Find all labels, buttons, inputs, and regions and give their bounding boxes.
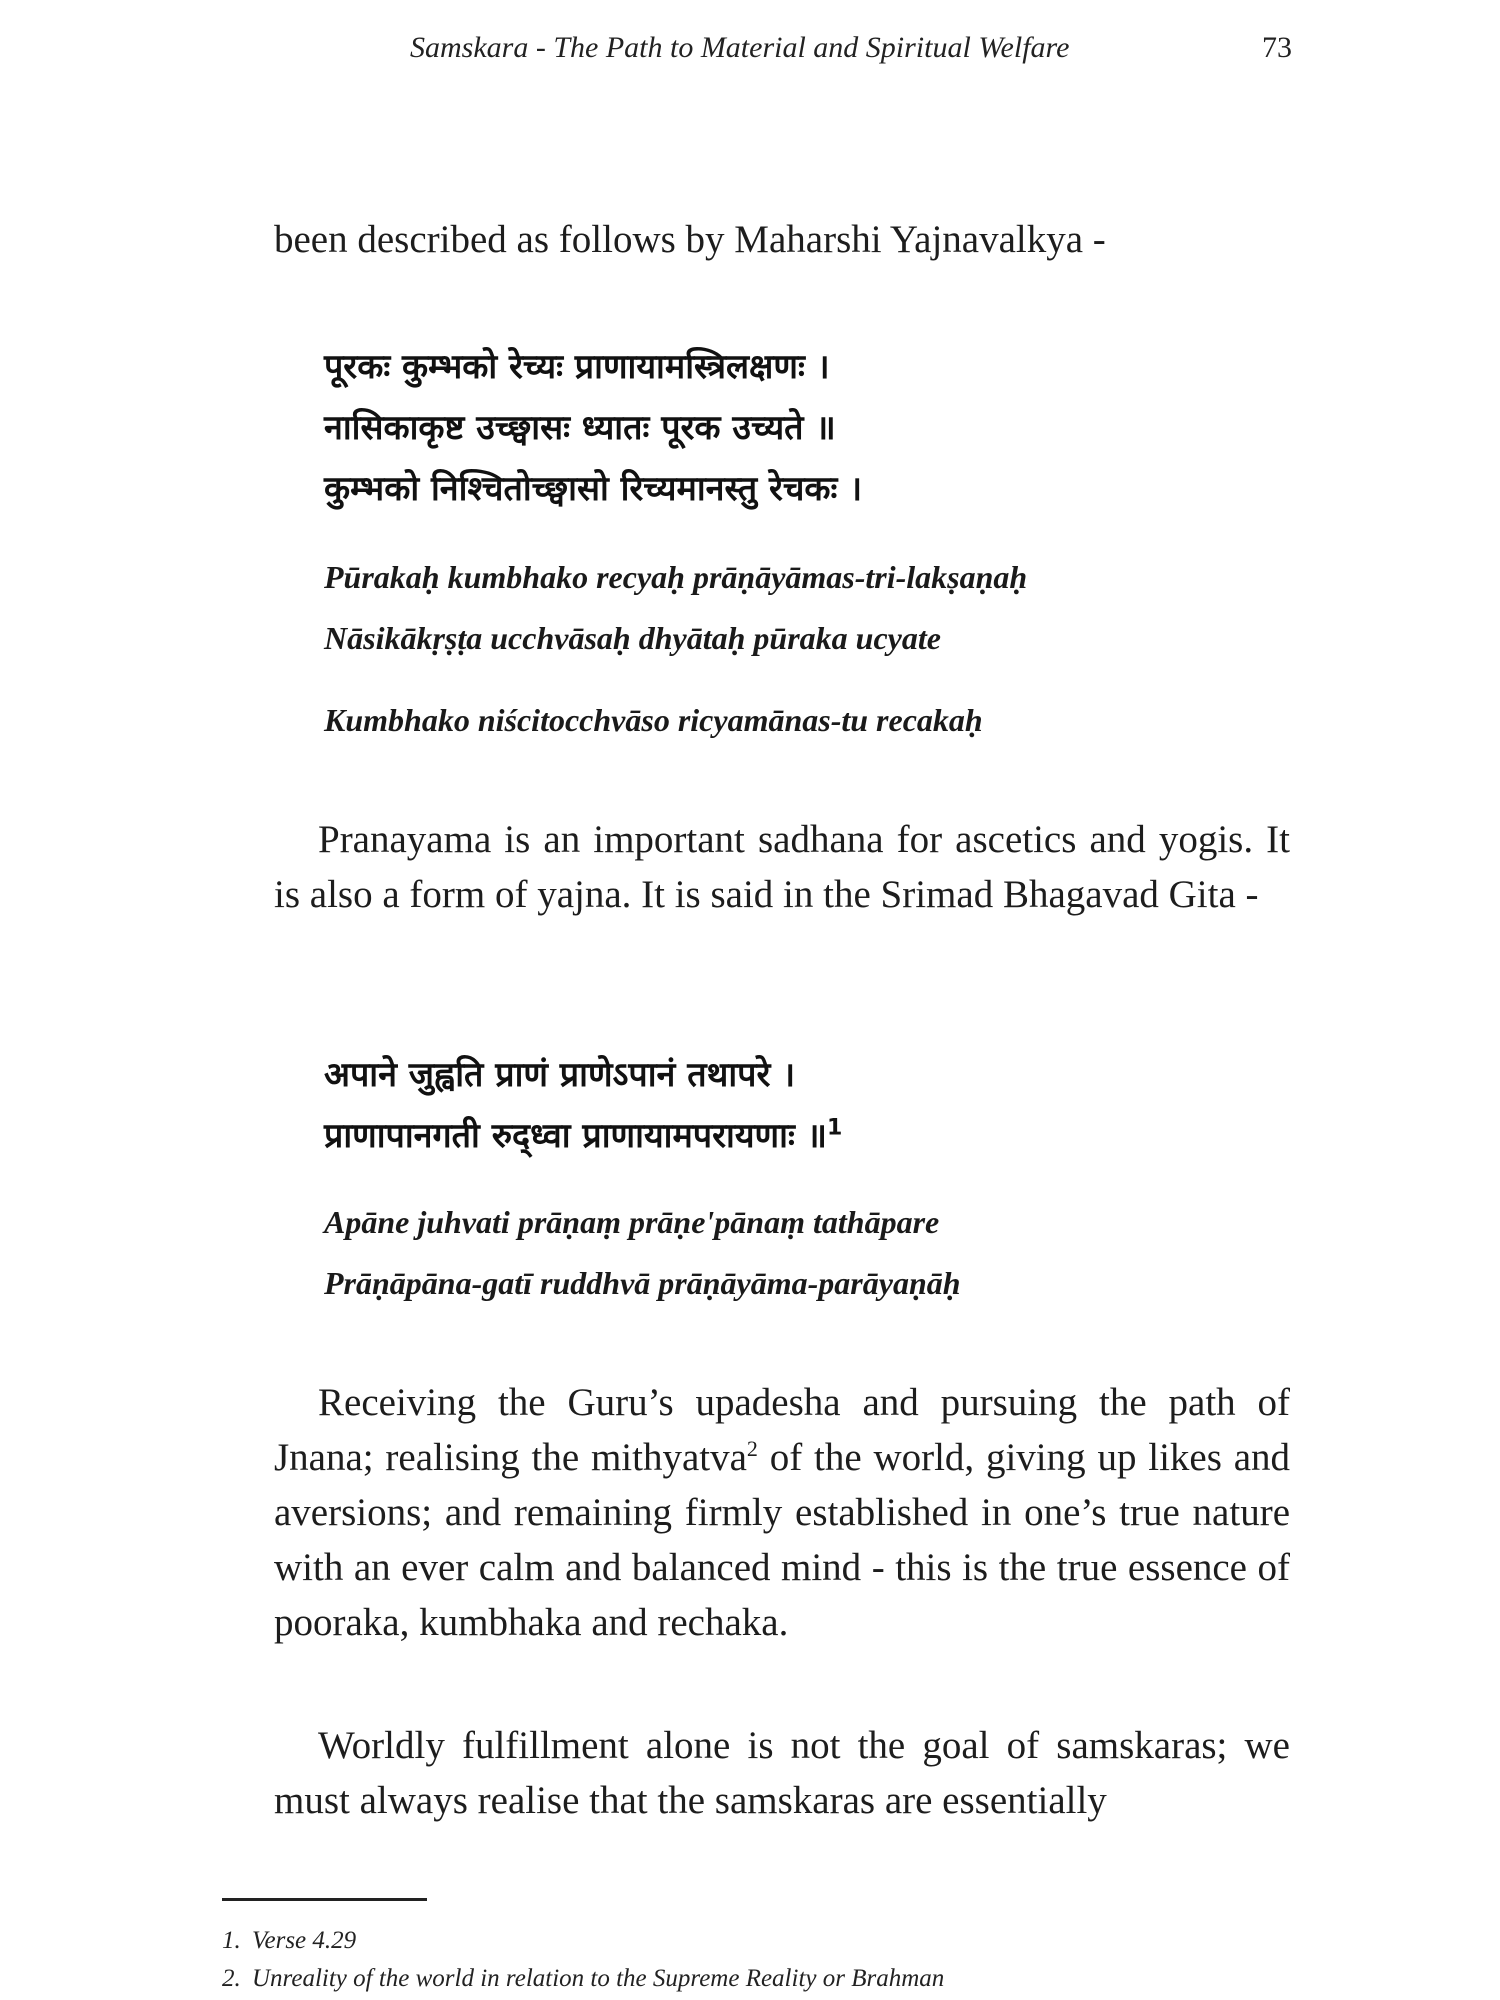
verse-gita-transliteration <box>324 1192 1274 1314</box>
footnote-text: Unreality of the world in relation to the Supreme Reality or Brahman <box>252 1965 945 1992</box>
paragraph-pranayama: Pranayama is an important sadhana for ascetics and yogis. It is also a form of yajna. It is said in the Srimad Bhagavad Gita - <box>274 818 1290 916</box>
footnote-ref-1[interactable]: 1 <box>827 1115 843 1141</box>
paragraph-worldly: Worldly fulfillment alone is not the goal of samskaras; we must always realise that the samskaras are essentially <box>274 1724 1290 1822</box>
running-title: Samskara - The Path to Material and Spiritual Welfare <box>410 31 1070 64</box>
footnote-ref-2[interactable]: 2 <box>746 1436 758 1461</box>
verse-yajnavalkya-transliteration-last <box>324 690 1274 751</box>
page-number: 73 <box>1262 31 1292 64</box>
paragraph-guru <box>274 1375 1290 1650</box>
verse-devanagari-line: पूरकः कुम्भको रेच्यः प्राणायामस्त्रिलक्षणः । <box>324 347 830 387</box>
verse-transliteration-line: Prāṇāpāna-gatī ruddhvā prāṇāyāma-parāyaṇāḥ <box>324 1265 961 1301</box>
verse-devanagari-line-with-ref <box>324 1106 1274 1167</box>
paragraph-guru-text-continued: of the world, giving up likes and aversions; and remaining firmly established in one’s true nature with an ever calm and balanced mind - this is the true essence of pooraka, kumbhaka and rechaka. <box>274 1436 1290 1644</box>
verse-transliteration-line: Apāne juhvati prāṇaṃ prāṇe'pānaṃ tathāpare <box>324 1204 940 1240</box>
footnote-divider <box>222 1898 427 1901</box>
intro-line: been described as follows by Maharshi Yajnavalkya - <box>274 218 1106 261</box>
verse-devanagari-line: कुम्भको निश्चितोच्छ्वासो रिच्यमानस्तु रेचकः । <box>324 469 863 509</box>
verse-transliteration-line: Nāsikākṛṣṭa ucchvāsaḥ dhyātaḥ pūraka ucyate <box>324 620 941 656</box>
footnote-2 <box>222 1963 944 1995</box>
verse-transliteration-line: Pūrakaḥ kumbhako recyaḥ prāṇāyāmas-tri-lakṣaṇaḥ <box>324 559 1028 595</box>
verse-devanagari-text: प्राणापानगती रुद्ध्वा प्राणायामपरायणाः ॥ <box>324 1116 828 1156</box>
footnote-number: 1. <box>222 1927 241 1954</box>
verse-devanagari-line: अपाने जुह्वति प्राणं प्राणेऽपानं तथापरे । <box>324 1055 796 1095</box>
footnote-number: 2. <box>222 1965 241 1992</box>
verse-devanagari-line: नासिकाकृष्ट उच्छ्वासः ध्यातः पूरक उच्यते ॥ <box>324 408 836 448</box>
page-header <box>0 28 1500 68</box>
paragraph-guru-text: Receiving the Guru’s upadesha and pursuing the path of Jnana; realising the mithyatva <box>274 1381 1290 1479</box>
verse-yajnavalkya-transliteration <box>324 547 1274 669</box>
verse-yajnavalkya <box>324 337 1274 520</box>
footnote-1 <box>222 1925 356 1957</box>
verse-gita <box>324 1045 1274 1167</box>
verse-transliteration-line: Kumbhako niścitocchvāso ricyamānas-tu recakaḥ <box>324 702 983 738</box>
footnote-text: Verse 4.29 <box>252 1927 357 1954</box>
